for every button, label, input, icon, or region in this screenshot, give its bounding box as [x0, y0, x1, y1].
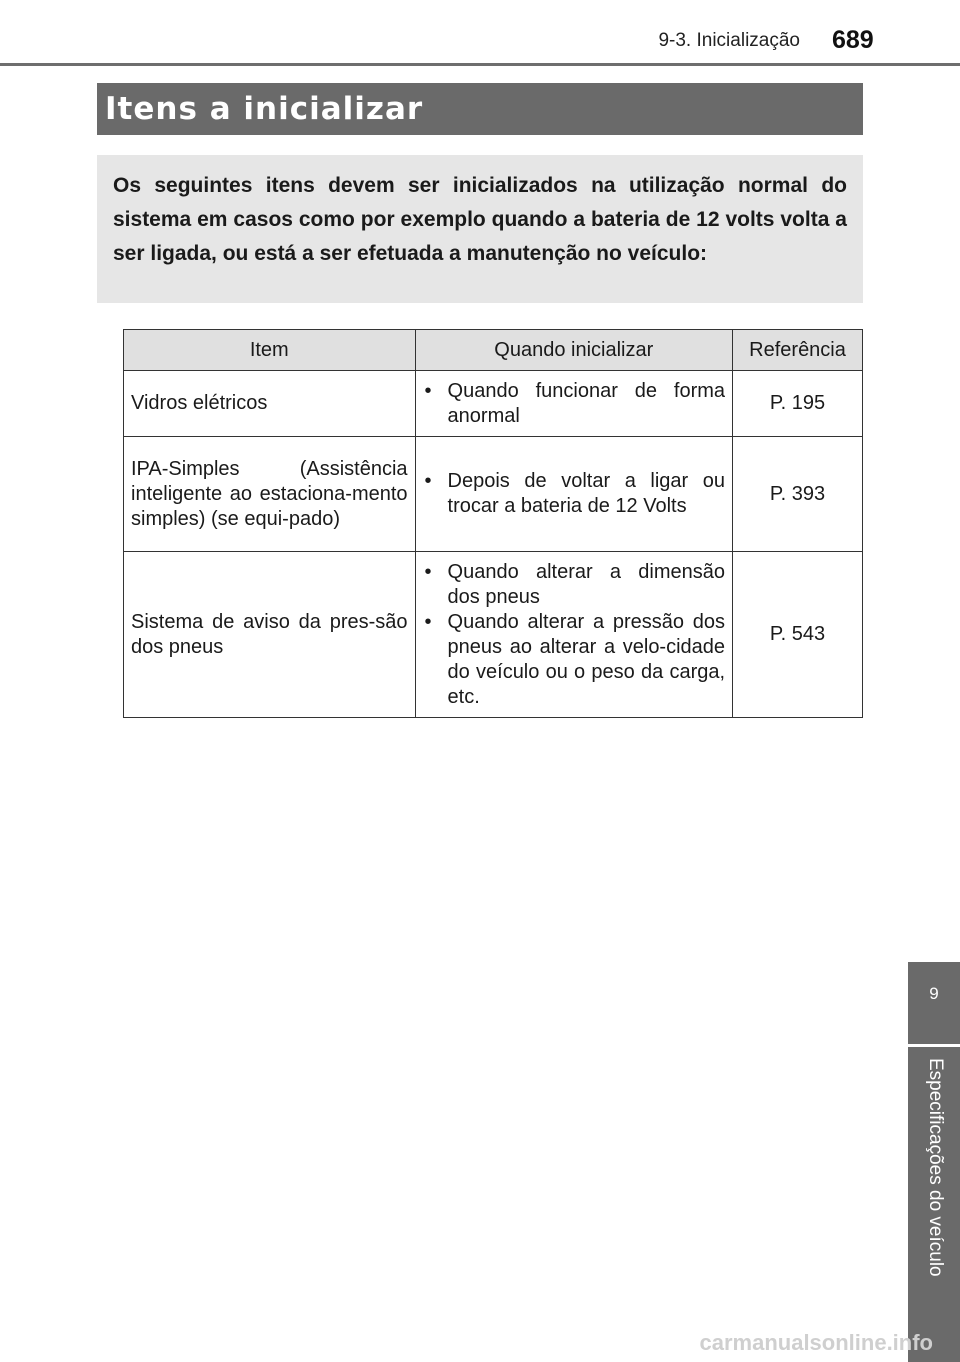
item-cell: Sistema de aviso da pres-são dos pneus	[124, 552, 416, 718]
bullet-item: • Quando alterar a dimensão dos pneus	[423, 560, 725, 610]
when-cell	[415, 371, 732, 437]
when-cell	[415, 552, 732, 718]
intro-box	[97, 155, 863, 303]
bullet-item: • Quando funcionar de forma anormal	[423, 379, 725, 429]
page-title: Itens a inicializar	[105, 91, 424, 127]
chapter-label: Especificações do veículo	[925, 1058, 946, 1277]
tab-divider	[908, 1044, 960, 1047]
table-row	[124, 552, 863, 718]
table-row	[124, 437, 863, 552]
reference-cell: P. 393	[733, 437, 863, 552]
chapter-tab	[908, 962, 960, 1362]
chapter-number: 9	[929, 984, 939, 1003]
reference-cell: P. 543	[733, 552, 863, 718]
page-number: 689	[832, 26, 874, 54]
initialization-table	[123, 329, 863, 718]
table-row	[124, 371, 863, 437]
bullet-item: • Quando alterar a pressão dos pneus ao alterar a velo-cidade do veículo ou o peso da carga, etc.	[423, 610, 725, 710]
item-cell: IPA-Simples (Assistência inteligente ao estaciona-mento simples) (se equi-pado)	[124, 437, 416, 552]
intro-text: Os seguintes itens devem ser inicializados na utilização normal do sistema em casos como por exemplo quando a bateria de 12 volts volta a ser ligada, ou está a ser efetuada a manutenção no veículo:	[113, 174, 847, 265]
header-reference: Referência	[733, 330, 863, 371]
section-title: 9-3. Inicialização	[658, 30, 800, 51]
when-cell	[415, 437, 732, 552]
title-banner	[97, 83, 863, 135]
header-item: Item	[124, 330, 416, 371]
header-divider	[0, 63, 960, 66]
table-header-row	[124, 330, 863, 371]
bullet-item: • Depois de voltar a ligar ou trocar a bateria de 12 Volts	[423, 469, 725, 519]
reference-cell: P. 195	[733, 371, 863, 437]
header-when: Quando inicializar	[415, 330, 732, 371]
item-cell: Vidros elétricos	[124, 371, 416, 437]
watermark: carmanualsonline.info	[699, 1330, 933, 1355]
